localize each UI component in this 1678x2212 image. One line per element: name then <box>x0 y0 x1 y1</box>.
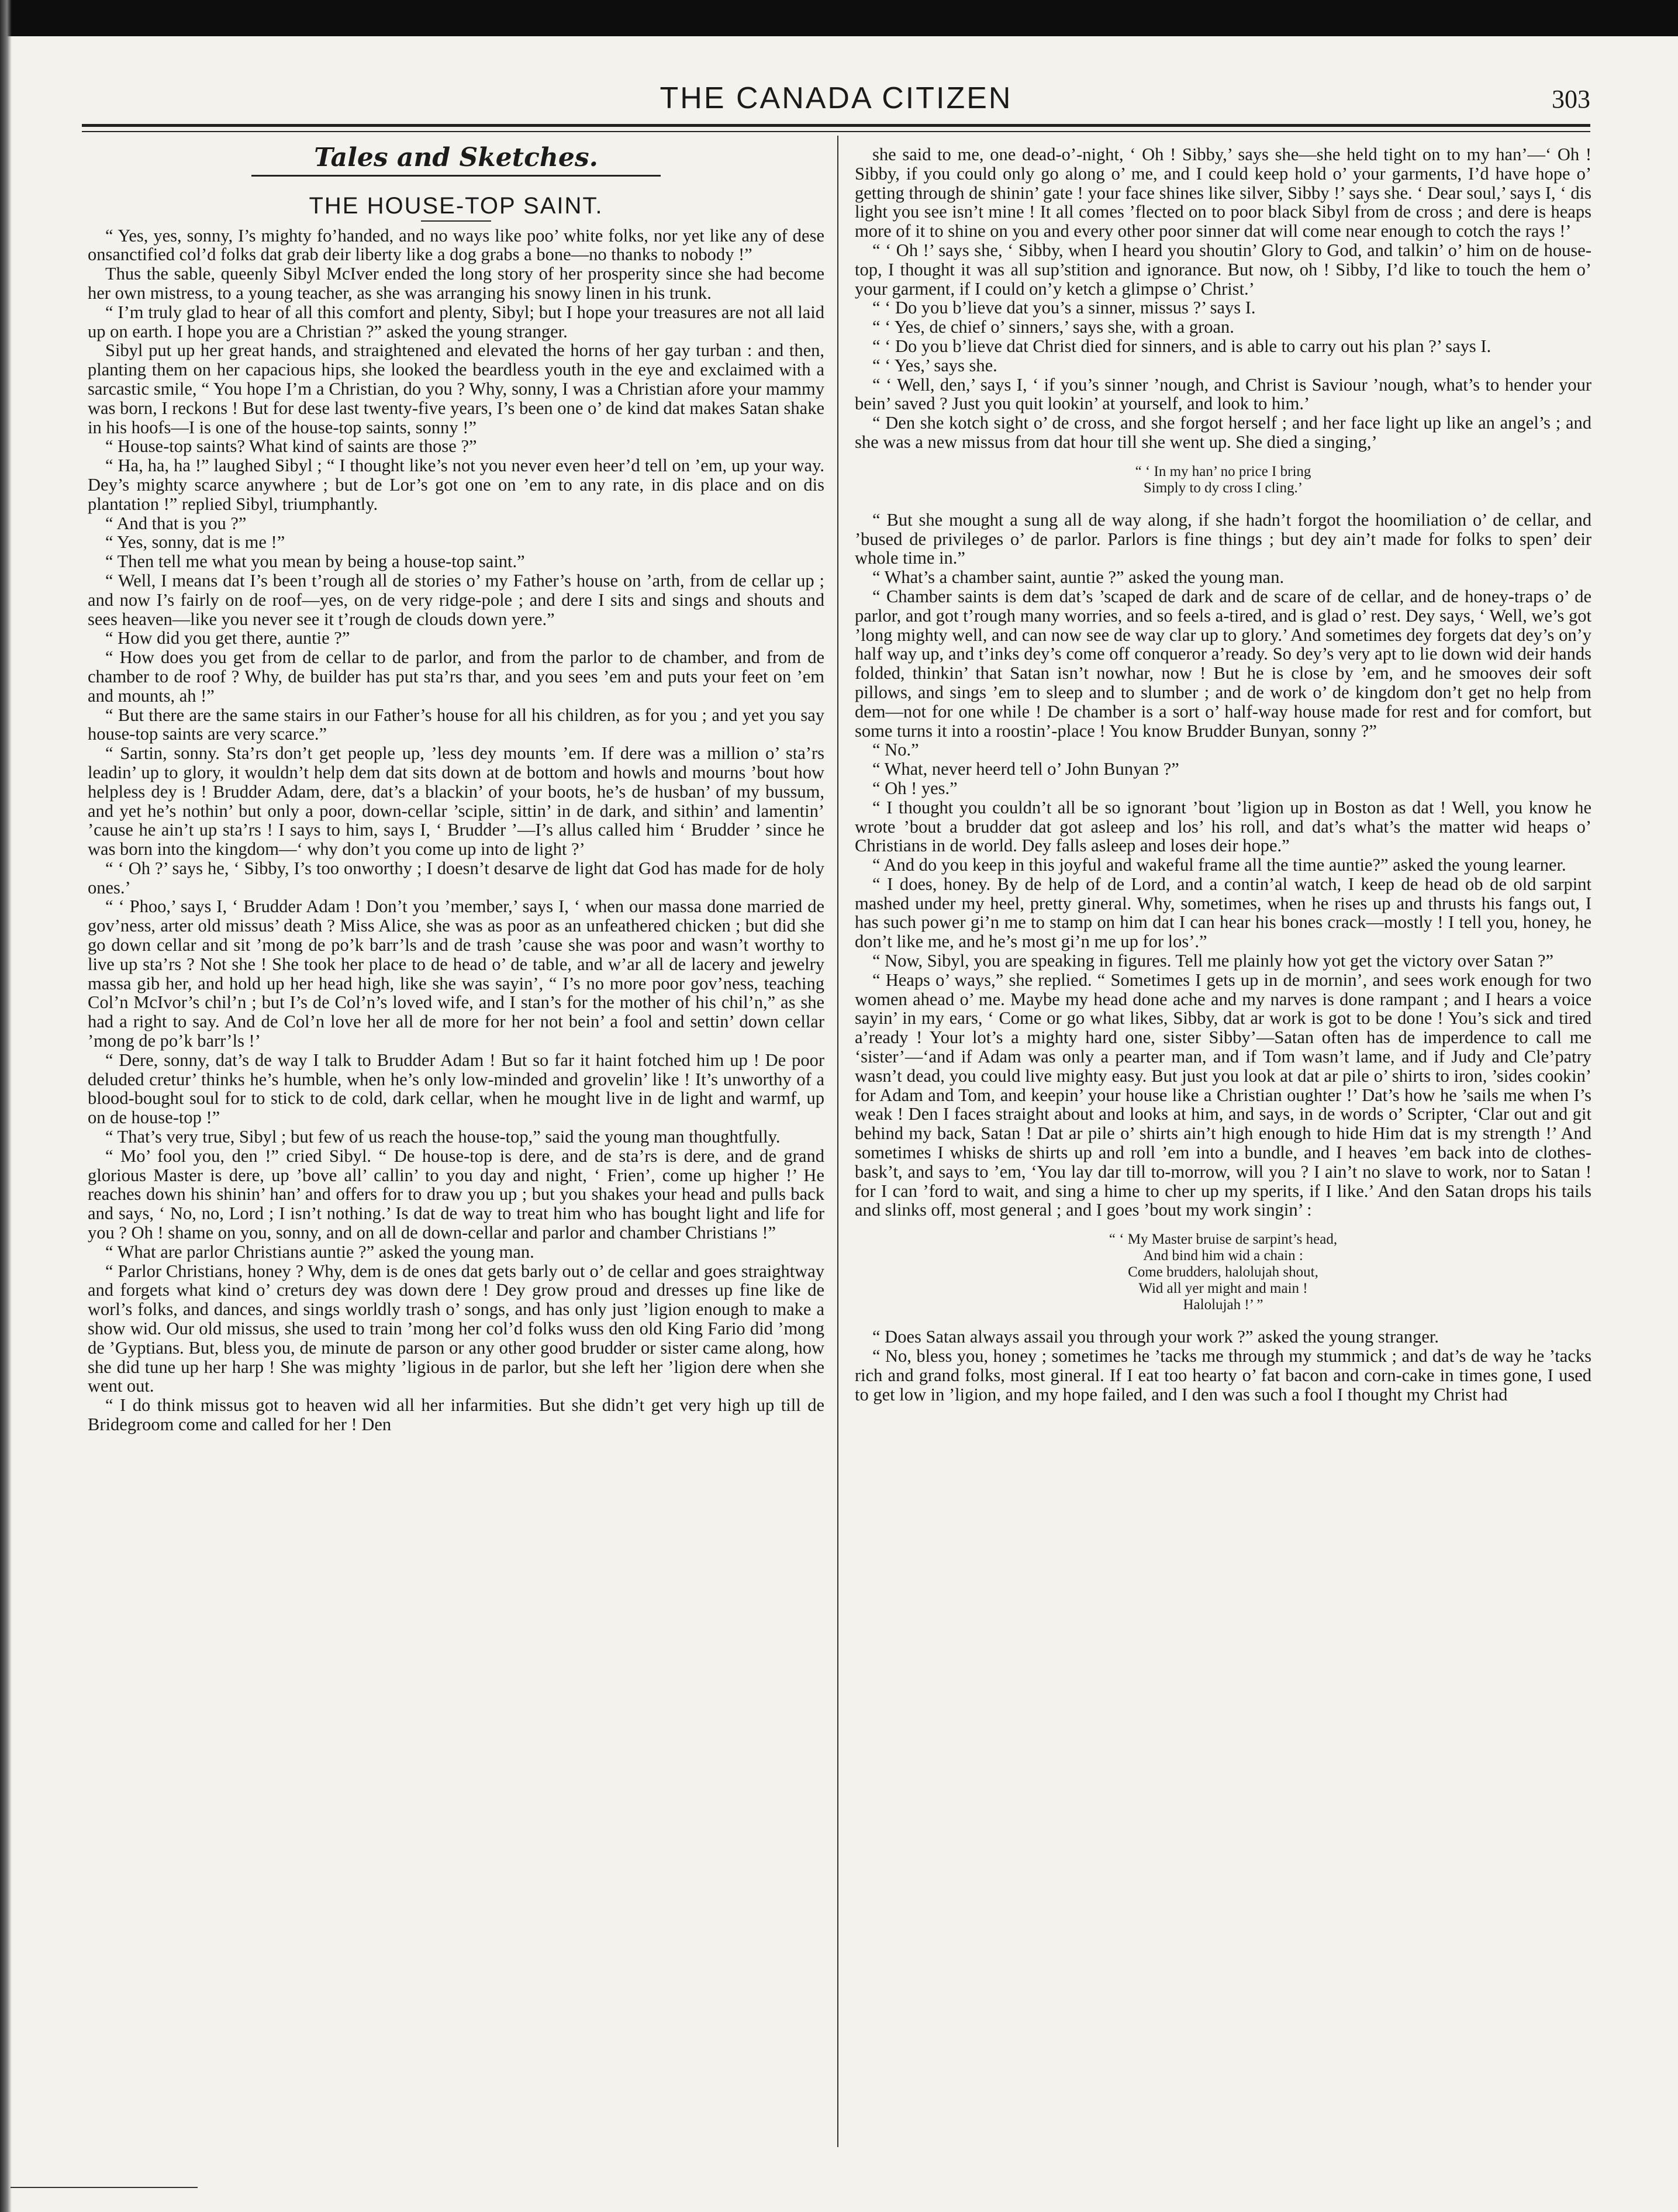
paragraph: “ How does you get from de cellar to de parlor, and from the parlor to de chamber, and from de chamber to de roof ? Why, de builder has put sta’rs thar, and you sees ’em and puts your feet on ’em and mounts, ah !” <box>88 647 824 706</box>
paragraph: “ What’s a chamber saint, auntie ?” asked the young man. <box>872 567 1285 588</box>
verse-line: And bind him wid a chain : <box>1143 1248 1303 1264</box>
paragraph: “ Yes, sonny, dat is me !” <box>105 532 285 553</box>
hymn-verse-1 <box>855 464 1591 496</box>
right-column-text-1 <box>855 145 1591 452</box>
verse-line: “ ‘ In my han’ no price I bring <box>1135 463 1311 479</box>
paragraph: “ And do you keep in this joyful and wakeful frame all the time auntie?” asked the young learner. <box>872 855 1566 875</box>
paragraph: “ I thought you couldn’t all be so ignorant ’bout ’ligion up in Boston as dat ! Well, you know he wrote ’bout a brudder dat got asleep and los’ his roll, and dat’s what’s the matter wid heaps o’ Christians in de world. Dey falls asleep and loses deir hope.” <box>855 797 1591 856</box>
paragraph: “ Dere, sonny, dat’s de way I talk to Brudder Adam ! But so far it haint fotched him up ! De poor deluded cretur’ thinks he’s humble, when he’s only low-minded and grovelin’ like ! It’s unworthy of a blood-bought soul for to stick to de cold, dark cellar, when he mought live in de light and warmf, up on de house-top !” <box>88 1050 824 1128</box>
verse-line: “ ‘ My Master bruise de sarpint’s head, <box>1109 1231 1338 1248</box>
masthead <box>82 81 1590 127</box>
paragraph: “ ‘ Do you b’lieve dat Christ died for sinners, and is able to carry out his plan ?’ says I. <box>872 336 1491 356</box>
paragraph: “ Now, Sibyl, you are speaking in figures. Tell me plainly how yot get the victory over Satan ?” <box>872 951 1554 971</box>
story-title: THE HOUSE-TOP SAINT. <box>309 192 603 219</box>
verse-line: Come brudders, halolujah shout, <box>1128 1264 1318 1281</box>
paragraph: “ Oh ! yes.” <box>872 778 958 798</box>
paragraph: “ Parlor Christians, honey ? Why, dem is de ones dat gets barly out o’ de cellar and goes straightway and forgets what kind o’ creturs dey was down dere ! Dey grow proud and dresses up fine like de worl’s folks, and dances, and sings worldly trash o’ songs, and has only just ’ligion enough to make a show wid. Our old missus, she used to train ’mong her col’d folks wuss den old King Fario did ’mong de ’Gyptians. But, bless you, de minute de parson or any other good brudder or sister came along, how she did tune up her harp ! She was mighty ’ligious in de parlor, but she left her ’ligion dere when she went out. <box>88 1261 824 1396</box>
paragraph: “ House-top saints? What kind of saints are those ?” <box>105 436 477 457</box>
paragraph: “ Then tell me what you mean by being a house-top saint.” <box>105 551 525 572</box>
right-column <box>855 145 1591 1404</box>
paragraph: “ I does, honey. By de help of de Lord, and a contin’al watch, I keep de head ob de old sarpint mashed under my heel, pretty gineral. Why, sometimes, when he rises up and thrusts his fangs out, I has such power gi’n me to stamp on him dat I can hear his bones crack—mostly ! I tell you, honey, he don’t like me, and he’s most gi’n me up for los’.” <box>855 874 1591 952</box>
newspaper-title: THE CANADA CITIZEN <box>660 81 1013 115</box>
paragraph: “ Yes, yes, sonny, I’s mighty fo’handed, and no ways like poo’ white folks, nor yet like any of dese onsanctified col’d folks dat grab deir liberty like a dog grabs a bone—no thanks to nobody !” <box>88 225 824 265</box>
paragraph: “ ‘ Do you b’lieve dat you’s a sinner, missus ?’ says I. <box>872 298 1256 318</box>
paragraph: “ I do think missus got to heaven wid all her infarmities. But she didn’t get very high up till de Bridegroom come and called for her ! Den <box>88 1395 824 1434</box>
right-column-text-2 <box>855 510 1591 1220</box>
page-edge-shadow <box>0 0 12 2212</box>
paragraph: “ Ha, ha, ha !” laughed Sibyl ; “ I thought like’s not you never even heer’d tell on ’em, up your way. Dey’s mighty scarce anywhere ; but de Lor’s got one on ’em to any rate, in dis place and on dis plantation !” replied Sibyl, triumphantly. <box>88 455 824 514</box>
paragraph: “ Well, I means dat I’s been t’rough all de stories o’ my Father’s house on ’arth, from de cellar up ; and now I’s fairly on de roof—yes, on de very ridge-pole ; and dere I sits and sings and shouts and sees heaven—like you never see it t’rough de clouds down yere.” <box>88 570 824 629</box>
column-divider <box>837 136 838 2147</box>
section-rule <box>251 175 661 177</box>
footer-rule <box>11 2187 198 2188</box>
hymn-verse-2 <box>855 1231 1591 1313</box>
paragraph: “ What, never heerd tell o’ John Bunyan ?” <box>872 759 1179 779</box>
paragraph: “ But there are the same stairs in our Father’s house for all his children, as for you ; and yet you say house-top saints are very scarce.” <box>88 705 824 744</box>
paragraph: “ That’s very true, Sibyl ; but few of us reach the house-top,” said the young man thoughtfully. <box>105 1127 781 1147</box>
paragraph: “ Sartin, sonny. Sta’rs don’t get people up, ’less dey mounts ’em. If dere was a million o’ sta’rs leadin’ up to glory, it wouldn’t help dem dat sits down at de bottom and howls and mourns ’bout how helpless dey is ! Brudder Adam, dere, dat’s a blackin’ of your boots, he’s de husban’ of my bussum, and yet he’s nothin’ but only a poor, down-cellar ’sciple, sittin’ in de dark, and sithin’ and lamentin’ ’cause he ain’t up sta’rs ! I says to him, says I, ‘ Brudder ’—I’s allus called him ‘ Brudder ’ since he was born into the kingdom—‘ why don’t you come up into de light ?’ <box>88 743 824 860</box>
paragraph: “ And that is you ?” <box>105 513 247 533</box>
page-top-shadow <box>0 0 1678 36</box>
paragraph: “ ‘ Yes, de chief o’ sinners,’ says she, with a groan. <box>872 317 1234 337</box>
paragraph: “ How did you get there, auntie ?” <box>105 628 350 648</box>
page-number: 303 <box>1552 85 1590 113</box>
paragraph: “ ‘ Well, den,’ says I, ‘ if you’s sinner ’nough, and Christ is Saviour ’nough, what’s to hender your bein’ saved ? Just you quit lookin’ at yourself, and look to him.’ <box>855 374 1591 414</box>
paragraph: “ ‘ Yes,’ says she. <box>872 355 997 375</box>
left-column <box>88 145 824 1434</box>
verse-line: Halolujah !’ ” <box>1183 1297 1263 1313</box>
paragraph: Thus the sable, queenly Sibyl McIver ended the long story of her prosperity since she had become her own mistress, to a young teacher, as she was arranging his snowy linen in his trunk. <box>88 264 824 303</box>
paragraph: “ Does Satan always assail you through your work ?” asked the young stranger. <box>872 1327 1439 1347</box>
title-rule <box>421 220 491 222</box>
paragraph: “ Heaps o’ ways,” she replied. “ Sometimes I gets up in de mornin’, and sees work enough for two women ahead o’ me. Maybe my head done ache and my narves is done rampant ; and I hears a voice sayin’ in my ears, ‘ Come or go what likes, Sibby, dat ar work is got to be done ! You’s sick and tired a’ready ! Your lot’s a mighty hard one, sister Sibby’—Satan often has de imperdence to call me ‘sister’—‘and if Adam was only a pearter man, and if Tom wasn’t lame, and if Judy and Cle’patry wasn’t dead, you could live mighty easy. But just you look at dat ar pile o’ shirts to iron, ’sides cookin’ for Adam and Tom, and keepin’ your house like a Christian oughter !’ Dat’s how he ’sails me when I’s weak ! Den I faces straight about and looks at him, and says, in de words o’ Scripter, ‘Clar out and git behind my back, Satan ! Dat ar pile o’ shirts ain’t high enough to hide Him dat is my strength !’ And sometimes I whisks de shirts up and roll ’em into a bundle, and I heaves ’em back into de clothes-bask’t, and says to ’em, ‘You lay dar till to-morrow, will you ? I ain’t no slave to work, nor to Satan ! for I can ’ford to wait, and sing a hime to cher up my sperits, if I like.’ And den Satan drops his tails and slinks off, most general ; and I goes ’bout my work singin’ : <box>855 969 1591 1220</box>
right-column-text-3 <box>855 1327 1591 1404</box>
masthead-rule-thick <box>82 124 1590 127</box>
paragraph: “ Mo’ fool you, den !” cried Sibyl. “ De house-top is dere, and de sta’rs is dere, and de grand glorious Master is dere, up ’bove all’ callin’ to you day and night, ‘ Frien’, come up higher !’ He reaches down his shinin’ han’ and offers for to draw you up ; but you shakes your head and pulls back and says, ‘ No, no, Lord ; I isn’t nothing.’ Is dat de way to treat him who has bought light and life for you ? Oh ! shame on you, sonny, and on all de down-cellar and parlor and chamber Christians !” <box>88 1145 824 1243</box>
paragraph: “ Den she kotch sight o’ de cross, and she forgot herself ; and her face light up like an angel’s ; and she was a new missus from dat hour till she went up. She died a singing,’ <box>855 413 1591 452</box>
paragraph: “ But she mought a sung all de way along, if she hadn’t forgot the hoomiliation o’ de cellar, and ’bused de privileges o’ de parlor. Parlors is fine things ; but dey ain’t made for folks to spen’ deir whole time in.” <box>855 509 1591 568</box>
paragraph: “ ‘ Oh !’ says she, ‘ Sibby, when I heard you shoutin’ Glory to God, and talkin’ o’ him on de house-top, I thought it was all sup’stition and ignorance. But now, oh ! Sibby, I’d like to touch the hem o’ your garment, if I could on’y ketch a glimpse o’ Christ.’ <box>855 240 1591 299</box>
paragraph: “ What are parlor Christians auntie ?” asked the young man. <box>105 1241 534 1262</box>
paragraph: she said to me, one dead-o’-night, ‘ Oh ! Sibby,’ says she—she held tight on to my han’—‘ Oh ! Sibby, if you could only go along o’ me, and I could keep hold o’ your garments, I’d have hope o’ getting through de shinin’ gate ! your face shines like silver, Sibby !’ says she. ‘ Dear soul,’ says I, ‘ dis light you see isn’t mine ! It all comes ’flected on to poor black Sibyl from de cross ; and dere is heaps more of it to shine on you and every other poor sinner dat will come near enough to cotch the rays !’ <box>855 144 1591 241</box>
paragraph: “ ‘ Oh ?’ says he, ‘ Sibby, I’s too onworthy ; I doesn’t desarve de light dat God has made for de holy ones.’ <box>88 858 824 898</box>
paragraph: Sibyl put up her great hands, and straightened and elevated the horns of her gay turban : and then, planting them on her capacious hips, she looked the beardless youth in the eye and exclaimed with a sarcastic smile, “ You hope I’m a Christian, do you ? Why, sonny, I was a Christian afore your mammy was born, I reckons ! But for dese last twenty-five years, I’s been one o’ de kind dat makes Satan shake in his hoofs—I is one of the house-top saints, sonny !” <box>88 340 824 437</box>
paragraph: “ Chamber saints is dem dat’s ’scaped de dark and de scare of de cellar, and de honey-traps o’ de parlor, and got t’rough many worries, and so feels a-tired, and is glad o’ rest. Dey says, ‘ Well, we’s got ’long mighty well, and can now see de way clar up to glory.’ And sometimes dey forgets dat dey’s on’y half way up, and t’inks dey’s come off conqueror a’ready. So dey’s very apt to lie down wid deir hands folded, thinkin’ that Satan isn’t nowhar, now ! But he is close by ’em, and he smooves deir soft pillows, and sings ’em to sleep and to slumber ; and de work o’ de kingdom don’t get no help from dem—not for one while ! De chamber is a sort o’ half-way house made for rest and for comfort, but some turns it into a roostin’-place ! You know Brudder Bunyan, sonny ?” <box>855 586 1591 741</box>
paragraph: “ I’m truly glad to hear of all this comfort and plenty, Sibyl; but I hope your treasures are not all laid up on earth. I hope you are a Christian ?” asked the young stranger. <box>88 302 824 341</box>
verse-line: Wid all yer might and main ! <box>1138 1281 1308 1297</box>
section-heading: Tales and Sketches. <box>314 143 598 172</box>
verse-line: Simply to dy cross I cling.’ <box>1143 479 1303 496</box>
paragraph: “ No.” <box>872 740 919 760</box>
paragraph: “ No, bless you, honey ; sometimes he ’tacks me through my stummick ; and dat’s de way he ’tacks rich and grand folks, most gineral. If I eat too hearty o’ fat bacon and corn-cake in times gone, I used to get low in ’ligion, and my hope failed, and I den was such a fool I thought my Christ had <box>855 1346 1591 1405</box>
paragraph: “ ‘ Phoo,’ says I, ‘ Brudder Adam ! Don’t you ’member,’ says I, ‘ when our massa done married de gov’ness, arter old missus’ death ? Miss Alice, she was as poor as an unfeathered chicken ; but did she go down cellar and sit ’mong de po’k barr’ls and de trash ’cause she was poor and wasn’t worthy to live up sta’rs ? Not she ! She took her place to de head o’ de table, and w’ar all de lacery and jewelry massa gib her, and hold up her head high, like she was sayin’, “ I’s no more poor gov’ness, teaching Col’n McIvor’s chil’n ; but I’s de Col’n’s loved wife, and I stan’s for the mother of his chil’n,” as she had a right to say. And de Col’n love her all de more for her not bein’ a fool and settin’ down cellar ’mong de po’k barr’ls !’ <box>88 896 824 1051</box>
masthead-rule-thin <box>82 131 1590 132</box>
left-column-text <box>88 226 824 1434</box>
